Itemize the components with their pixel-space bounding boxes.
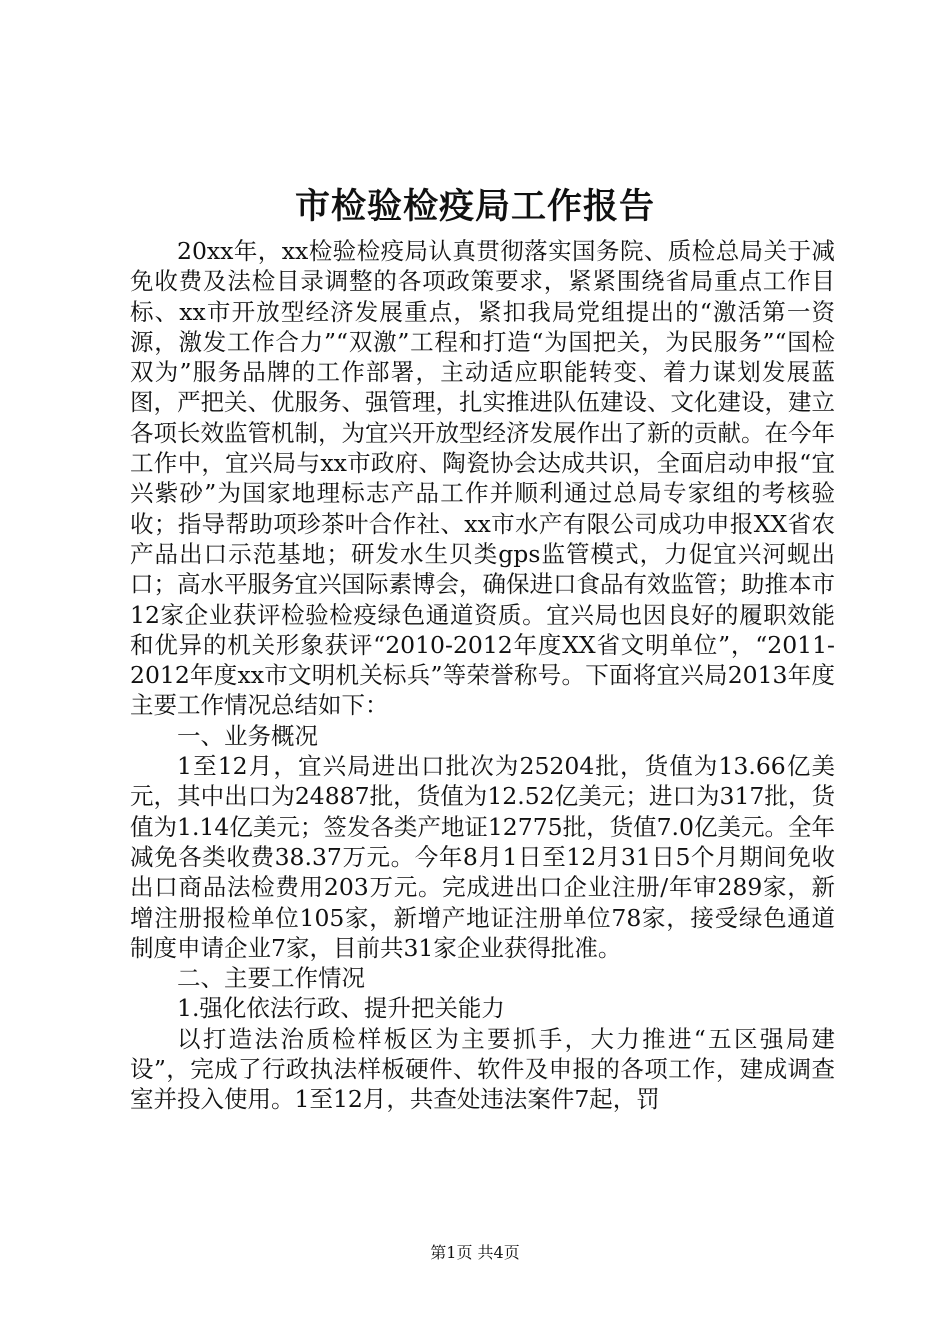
document-title: 市检验检疫局工作报告 [294,186,655,227]
section-heading-business-overview: 一、业务概况 [177,721,318,750]
subsection-heading-law-enforcement: 1.强化依法行政、提升把关能力 [177,994,505,1023]
intro-paragraph: 20xx年，xx检验检疫局认真贯彻落实国务院、质检总局关于减免收费及法检目录调整的各项政策要求，紧紧围绕省局重点工作目标、xx市开放型经济发展重点，紧扣我局党组提出的“激活第一资源，激发工作合力”“双激”工程和打造“为国把关，为民服务”“国检双为”服务品牌的工作部署，主动适应职能转变、着力谋划发展蓝图，严把关、优服务、强管理，扎实推进队伍建设、文化建设，建立各项长效监管机制，为宜兴开放型经济发展作出了新的贡献。在今年工作中，宜兴局与xx市政府、陶瓷协会达成共识，全面启动申报“宜兴紫砂”为国家地理标志产品工作并顺利通过总局专家组的考核验收；指导帮助项珍茶叶合作社、xx市水产有限公司成功申报XX省农产品出口示范基地；研发水生贝类gps监管模式，力促宜兴河蚬出口；高水平服务宜兴国际素博会，确保进口食品有效监管；助推本市12家企业获评检验检疫绿色通道资质。宜兴局也因良好的履职效能和优异的机关形象获评“2010-2012年度XX省文明单位”，“2011-2012年度xx市文明机关标兵”等荣誉称号。下面将宜兴局2013年度主要工作情况总结如下： [130,237,835,720]
section-heading-main-work: 二、主要工作情况 [177,964,365,993]
page-footer: 第1页 共4页 [430,1243,520,1262]
law-enforcement-paragraph: 以打造法治质检样板区为主要抓手，大力推进“五区强局建设”，完成了行政执法样板硬件、软件及申报的各项工作，建成调查室并投入使用。1至12月，共查处违法案件7起，罚 [130,1024,835,1114]
business-overview-paragraph: 1至12月，宜兴局进出口批次为25204批，货值为13.66亿美元，其中出口为24887批，货值为12.52亿美元；进口为317批，货值为1.14亿美元；签发各类产地证12775批，货值7.0亿美元。全年减免各类收费38.37万元。今年8月1日至12月31日5个月期间免收出口商品法检费用203万元。完成进出口企业注册/年审289家，新增注册报检单位105家，新增产地证注册单位78家，接受绿色通道制度申请企业7家，目前共31家企业获得批准。 [130,752,835,962]
document-body [130,236,835,1115]
